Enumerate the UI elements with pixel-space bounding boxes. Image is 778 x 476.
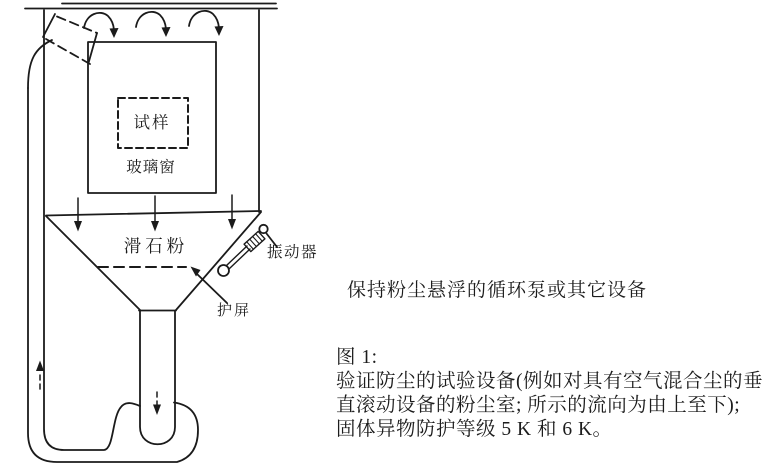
inlet-duct-upper-edge [57, 17, 97, 34]
down-tube [140, 311, 175, 444]
dust-fall-arrow-shafts [78, 195, 232, 221]
airflow-hook-arrows [84, 11, 219, 30]
shield-leader-line [196, 273, 227, 303]
sample-label: 试样 [133, 113, 171, 132]
vibrator-pivot-circle [218, 265, 229, 276]
figure-caption-line: 直滚动设备的粉尘室; 所示的流向为由上至下); [336, 395, 741, 416]
talcum-powder-label: 滑石粉 [123, 236, 189, 256]
vibrator-label: 振动器 [267, 244, 319, 261]
funnel-left-slope [46, 216, 140, 310]
diagram-labels [124, 113, 318, 319]
vibrator-end-circle [259, 225, 267, 233]
vibrator-body [244, 231, 265, 251]
figure-caption [336, 346, 763, 442]
ceiling-line [25, 4, 277, 9]
vibrator-rod [227, 246, 251, 269]
return-pipe-inner-wall [44, 10, 140, 450]
glass-window-label: 玻璃窗 [126, 159, 176, 176]
dust-chamber-diagram [0, 0, 330, 476]
arrowheads [36, 26, 236, 415]
figure-caption-line: 固体异物防护等级 5 K 和 6 K。 [336, 419, 613, 440]
return-pipe-outer-wall [28, 88, 198, 462]
inlet-duct-lower-edge [46, 39, 90, 64]
circulation-note: 保持粉尘悬浮的循环泵或其它设备 [347, 280, 648, 301]
inlet-duct-mouth [89, 33, 98, 63]
pipe-elbow-curve [28, 40, 52, 88]
figure-caption-title: 图 1: [336, 347, 378, 368]
figure-caption-line: 验证防尘的试验设备(例如对具有空气混合尘的垂 [336, 371, 763, 392]
shield-label: 护屏 [217, 303, 252, 319]
